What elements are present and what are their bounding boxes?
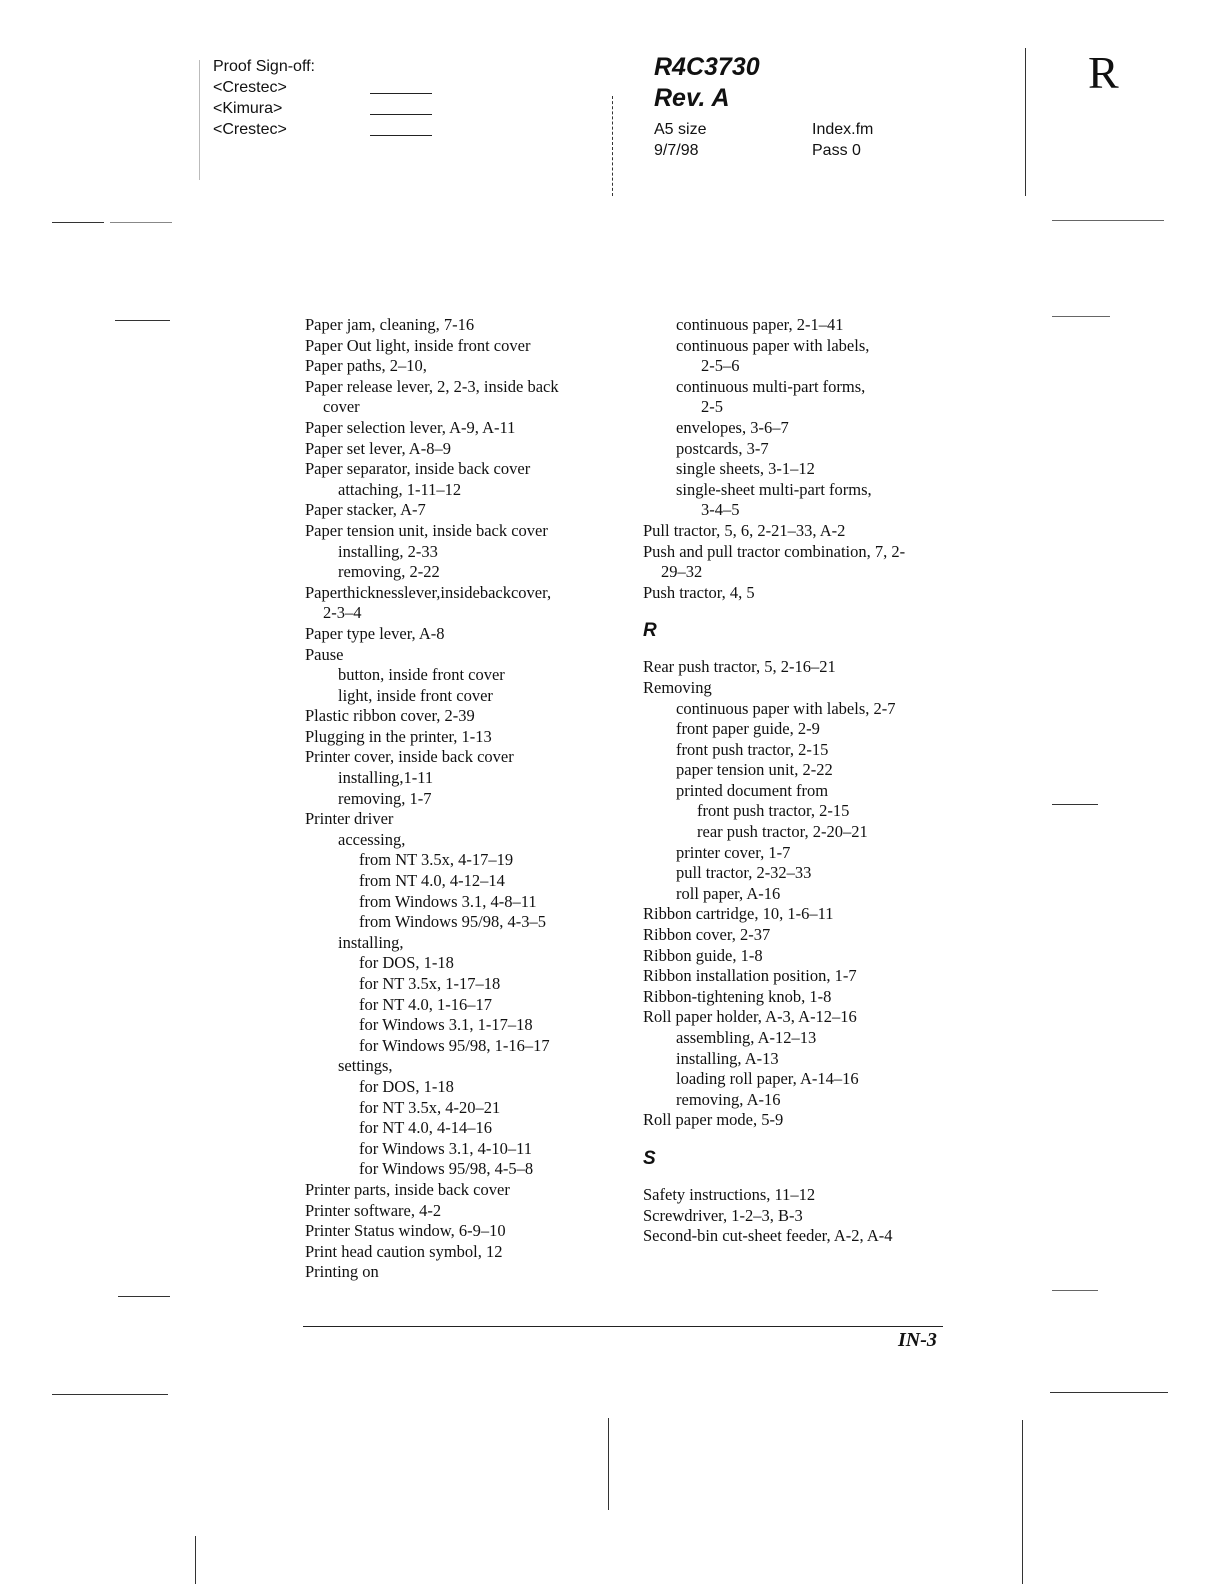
index-entry: Ribbon guide, 1-8 [643, 945, 763, 965]
crop-mark [1052, 1290, 1098, 1291]
signoff-title: Proof Sign-off: [213, 58, 315, 75]
index-entry: Paper release lever, 2, 2-3, inside back [305, 376, 559, 396]
file-name: Index.fm [812, 121, 874, 138]
index-entry: Paper jam, cleaning, 7-16 [305, 315, 475, 334]
index-entry: Paperthicknesslever,insidebackcover, [305, 582, 552, 602]
index-subentry: from NT 3.5x, 4-17–19 [359, 850, 514, 870]
index-entry: Rear push tractor, 5, 2-16–21 [643, 657, 836, 677]
index-entry: Ribbon-tightening knob, 1-8 [643, 986, 832, 1006]
index-subentry: for NT 4.0, 1-16–17 [359, 994, 493, 1014]
signoff-row: <Crestec> [213, 121, 287, 138]
index-subentry: continuous paper, 2-1–41 [676, 315, 844, 334]
signature-line [370, 114, 432, 115]
index-subentry: for NT 3.5x, 4-20–21 [359, 1097, 501, 1117]
index-subentry: installing,1-11 [338, 768, 434, 788]
document-number: R4C3730 [654, 53, 760, 81]
section-heading: S [643, 1147, 656, 1169]
index-subentry: front push tractor, 2-15 [697, 801, 850, 821]
index-entry: Paper stacker, A-7 [305, 500, 426, 520]
index-subentry: for Windows 95/98, 4-5–8 [359, 1159, 534, 1179]
page-number: IN-3 [898, 1329, 937, 1351]
footer-rule [303, 1326, 943, 1327]
crop-mark [52, 222, 104, 223]
index-subentry: continuous paper with labels, 2-7 [676, 698, 896, 718]
index-subentry: envelopes, 3-6–7 [676, 417, 789, 437]
index-entry: Printer Status window, 6-9–10 [305, 1221, 506, 1241]
pass-number: Pass 0 [812, 142, 861, 159]
right-crop-mark [1025, 48, 1026, 196]
index-entry: Plugging in the printer, 1-13 [305, 726, 492, 746]
index-subentry: rear push tractor, 2-20–21 [697, 822, 868, 842]
index-subentry: paper tension unit, 2-22 [676, 760, 833, 780]
index-left-column [305, 315, 615, 1283]
index-entry: Pause [305, 644, 344, 664]
index-subentry: front paper guide, 2-9 [676, 719, 820, 739]
index-entry: Paper type lever, A-8 [305, 623, 445, 643]
index-entry: Printer cover, inside back cover [305, 747, 514, 767]
index-subentry: 3-4–5 [701, 500, 740, 520]
crop-mark [1052, 220, 1164, 221]
index-subentry: settings, [338, 1056, 393, 1076]
signature-line [370, 135, 432, 136]
index-entry: Push and pull tractor combination, 7, 2- [643, 541, 906, 561]
crop-mark [118, 1296, 170, 1297]
index-entry: Paper tension unit, inside back cover [305, 520, 548, 540]
index-subentry: roll paper, A-16 [676, 883, 781, 903]
index-subentry: 2-5 [701, 397, 723, 417]
bottom-left-crop-mark [195, 1536, 196, 1584]
index-entry: Printer parts, inside back cover [305, 1179, 510, 1199]
index-subentry: installing, A-13 [676, 1048, 779, 1068]
index-subentry: installing, 2-33 [338, 541, 438, 561]
index-subentry: loading roll paper, A-14–16 [676, 1069, 859, 1089]
crop-mark [1052, 804, 1098, 805]
section-letter: R [1088, 47, 1119, 98]
index-entry: Paper set lever, A-8–9 [305, 438, 451, 458]
index-subentry: button, inside front cover [338, 665, 505, 685]
index-subentry: assembling, A-12–13 [676, 1028, 817, 1047]
print-date: 9/7/98 [654, 142, 699, 159]
index-entry: Paper Out light, inside front cover [305, 335, 531, 355]
index-subentry: for Windows 3.1, 4-10–11 [359, 1138, 533, 1158]
index-subentry: single-sheet multi-part forms, [676, 479, 872, 499]
crop-mark [115, 320, 170, 321]
index-subentry: installing, [338, 932, 404, 952]
index-entry: Roll paper holder, A-3, A-12–16 [643, 1007, 857, 1027]
index-entry: Safety instructions, 11–12 [643, 1184, 816, 1204]
revision: Rev. A [654, 84, 730, 112]
index-entry: Removing [643, 677, 712, 697]
index-subentry: accessing, [338, 829, 406, 849]
index-entry: Plastic ribbon cover, 2-39 [305, 706, 475, 726]
meta-right [812, 119, 873, 161]
signoff-row: <Kimura> [213, 100, 283, 117]
index-entry: Paper paths, 2–10, [305, 356, 427, 376]
index-entry: Paper separator, inside back cover [305, 459, 531, 479]
center-crop-mark [612, 96, 613, 196]
index-entry: Paper selection lever, A-9, A-11 [305, 417, 516, 437]
index-entry: Printer software, 4-2 [305, 1200, 442, 1220]
index-entry: Ribbon cartridge, 10, 1-6–11 [643, 904, 834, 924]
document-id [654, 52, 760, 114]
crop-mark [52, 1394, 168, 1395]
index-subentry: printer cover, 1-7 [676, 842, 791, 862]
index-subentry: removing, 2-22 [338, 562, 440, 582]
section-heading: R [643, 620, 657, 642]
index-entry: Screwdriver, 1-2–3, B-3 [643, 1205, 803, 1225]
crop-mark [1050, 1392, 1168, 1393]
index-subentry: single sheets, 3-1–12 [676, 459, 815, 479]
index-subentry: 29–32 [661, 562, 703, 582]
index-subentry: for Windows 95/98, 1-16–17 [359, 1035, 550, 1055]
index-subentry: 2-5–6 [701, 356, 740, 376]
signature-line [370, 93, 432, 94]
index-subentry: continuous paper with labels, [676, 335, 870, 355]
crop-mark [1052, 316, 1110, 317]
index-entry: Printing on [305, 1262, 379, 1282]
left-crop-mark [199, 60, 200, 180]
index-entry: Second-bin cut-sheet feeder, A-2, A-4 [643, 1226, 893, 1246]
bottom-center-crop-mark [608, 1418, 609, 1510]
index-subentry: cover [323, 397, 360, 417]
index-subentry: postcards, 3-7 [676, 438, 769, 458]
index-entry: Push tractor, 4, 5 [643, 582, 755, 602]
index-subentry: continuous multi-part forms, [676, 376, 866, 396]
index-entry: Printer driver [305, 809, 394, 829]
index-subentry: removing, 1-7 [338, 788, 432, 808]
index-entry: Ribbon installation position, 1-7 [643, 966, 857, 986]
index-entry: Roll paper mode, 5-9 [643, 1110, 784, 1130]
bottom-right-crop-mark [1022, 1420, 1023, 1584]
index-subentry: 2-3–4 [323, 603, 362, 623]
index-subentry: light, inside front cover [338, 685, 493, 705]
index-subentry: for DOS, 1-18 [359, 1076, 454, 1096]
index-subentry: from NT 4.0, 4-12–14 [359, 871, 505, 891]
index-subentry: for Windows 3.1, 1-17–18 [359, 1015, 533, 1035]
index-subentry: attaching, 1-11–12 [338, 479, 462, 499]
signoff-row: <Crestec> [213, 79, 287, 96]
index-entry: Ribbon cover, 2-37 [643, 925, 771, 945]
page-size: A5 size [654, 121, 707, 138]
proof-signoff [213, 56, 315, 140]
meta-left [654, 119, 706, 161]
index-entry: Print head caution symbol, 12 [305, 1241, 503, 1261]
index-subentry: pull tractor, 2-32–33 [676, 863, 812, 883]
index-entry: Pull tractor, 5, 6, 2-21–33, A-2 [643, 520, 846, 540]
index-subentry: for DOS, 1-18 [359, 953, 454, 973]
index-subentry: removing, A-16 [676, 1089, 781, 1109]
index-subentry: for NT 3.5x, 1-17–18 [359, 974, 501, 993]
index-subentry: for NT 4.0, 4-14–16 [359, 1118, 493, 1138]
index-subentry: front push tractor, 2-15 [676, 739, 829, 759]
index-subentry: from Windows 95/98, 4-3–5 [359, 912, 546, 932]
index-subentry: printed document from [676, 780, 829, 800]
crop-mark [110, 222, 172, 223]
index-right-column [643, 315, 953, 1247]
index-subentry: from Windows 3.1, 4-8–11 [359, 891, 537, 911]
